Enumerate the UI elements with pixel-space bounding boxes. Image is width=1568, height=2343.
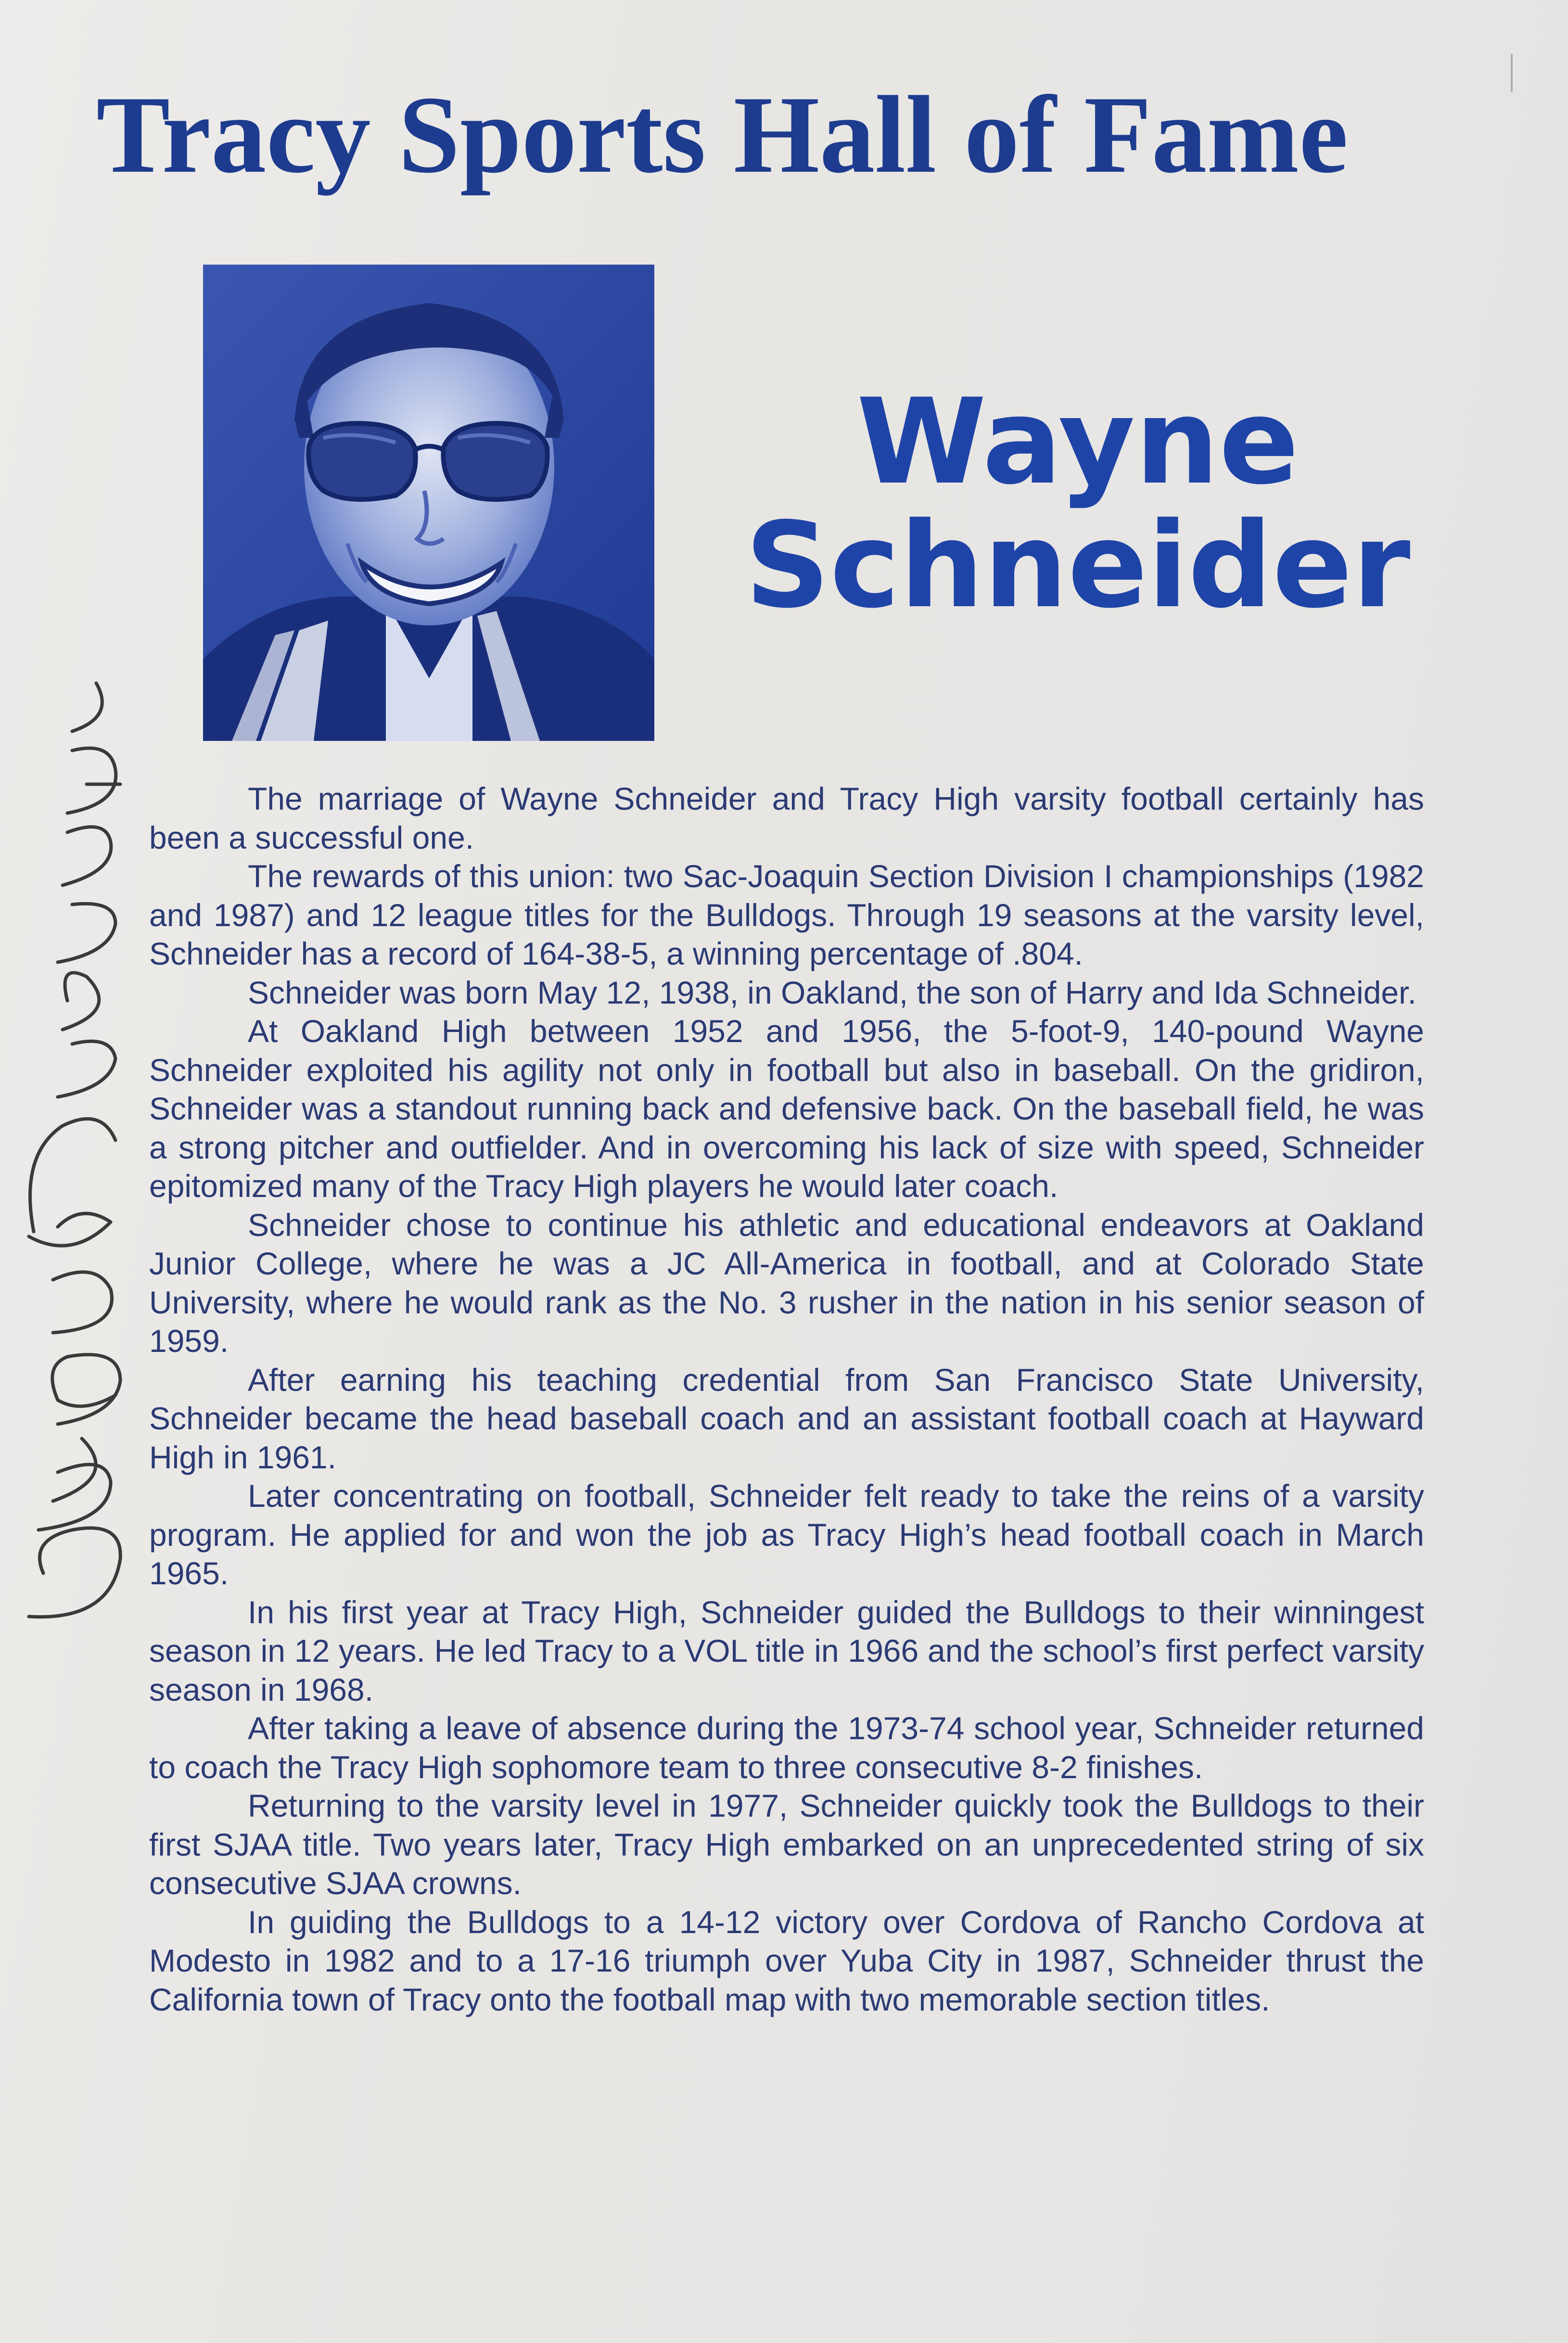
biography [149,779,1424,2019]
biography-paragraph: After taking a leave of absence during the 1973-74 school year, Schneider returned to coach the Tracy High sophomore team to three consecutive 8-2 finishes. [149,1710,1424,1785]
biography-paragraph: The rewards of this union: two Sac-Joaquin Section Division I championships (1982 and 1987) and 12 league titles for the Bulldogs. Through 19 seasons at the varsity level, Schneider has a record of 164-38-5, a winning percentage of .804. [149,858,1424,971]
biography-paragraph: In his first year at Tracy High, Schneider guided the Bulldogs to their winningest season in 12 years. He led Tracy to a VOL title in 1966 and the school’s first perfect varsity season in 1968. [149,1594,1424,1707]
portrait-photo [203,265,654,741]
inductee-last-name: Schneider [745,497,1411,635]
biography-paragraph: Schneider was born May 12, 1938, in Oakland, the son of Harry and Ida Schneider. [248,974,1416,1010]
biography-paragraph: Schneider chose to continue his athletic and educational endeavors at Oakland Junior College, where he was a JC All-America in football, and at Colorado State University, where he would rank as the No. 3 rusher in the nation in his senior season of 1959. [149,1207,1424,1359]
biography-paragraph: The marriage of Wayne Schneider and Tracy High varsity football certainly has been a successful one. [149,781,1424,855]
inductee-name [722,373,1434,635]
inductee-first-name: Wayne [856,373,1299,510]
biography-paragraph: After earning his teaching credential from San Francisco State University, Schneider became the head baseball coach and an assistant football coach at Hayward High in 1961. [149,1362,1424,1475]
biography-paragraph: At Oakland High between 1952 and 1956, the 5-foot-9, 140-pound Wayne Schneider exploited his agility not only in football but also in baseball. On the gridiron, Schneider was a standout running back and defensive back. On the baseball field, he was a strong pitcher and outfielder. And in overcoming his lack of size with speed, Schneider epitomized many of the Tracy High players he would later coach. [149,1013,1424,1204]
handwritten-signature [0,664,144,1684]
portrait-illustration [203,265,654,741]
biography-paragraph: Returning to the varsity level in 1977, Schneider quickly took the Bulldogs to their first SJAA title. Two years later, Tracy High embarked on an unprecedented string of six consecutive SJAA crowns. [149,1788,1424,1901]
page-title: Tracy Sports Hall of Fame [96,73,1348,196]
corner-mark [1511,54,1513,92]
biography-paragraph: Later concentrating on football, Schneider felt ready to take the reins of a varsity program. He applied for and won the job as Tracy High’s head football coach in March 1965. [149,1478,1424,1591]
biography-paragraph: In guiding the Bulldogs to a 14-12 victory over Cordova of Rancho Cordova at Modesto in 1982 and to a 17-16 triumph over Yuba City in 1987, Schneider thrust the California town of Tracy onto the football map with two memorable section titles. [149,1904,1424,2017]
